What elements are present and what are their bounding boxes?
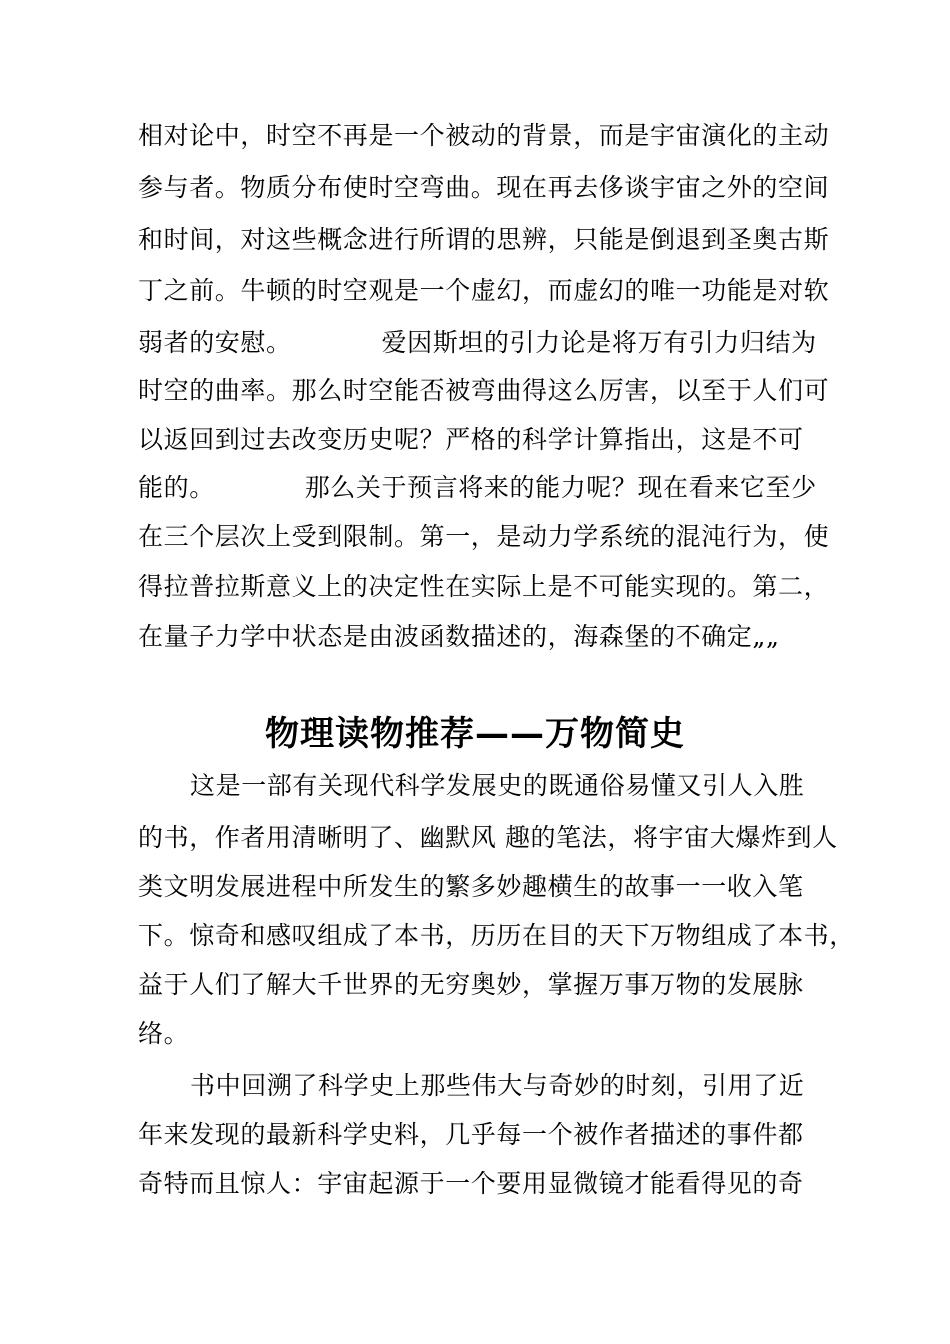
body-text-line: 相对论中，时空不再是一个被动的背景，而是宇宙演化的主动 <box>138 121 830 150</box>
body-text-line: 在三个层次上受到限制。第一，是动力学系统的混沌行为，使 <box>138 522 830 551</box>
body-text-line: 得拉普拉斯意义上的决定性在实际上是不可能实现的。第二， <box>138 572 830 601</box>
body-text-line: 下。惊奇和感叹组成了本书，历历在目的天下万物组成了本书， <box>138 921 855 950</box>
body-text-line: 和时间，对这些概念进行所谓的思辨，只能是倒退到圣奥古斯 <box>138 225 830 254</box>
body-text-line: 弱者的安慰。 爱因斯坦的引力论是将万有引力归结为 <box>138 328 817 357</box>
body-text-line: 能的。 那么关于预言将来的能力呢？现在看来它至少 <box>138 473 817 502</box>
section-title: 物理读物推荐——万物简史 <box>265 714 685 754</box>
body-text-line: 类文明发展进程中所发生的繁多妙趣横生的故事一一收入笔 <box>138 872 804 901</box>
body-text-line: 络。 <box>138 1019 190 1048</box>
body-text-line: 在量子力学中状态是由波函数描述的，海森堡的不确定„„ <box>138 622 780 651</box>
body-text-line: 益于人们了解大千世界的无穷奥妙，掌握万事万物的发展脉 <box>138 970 804 999</box>
body-text-line: 书中回溯了科学史上那些伟大与奇妙的时刻，引用了近 <box>190 1071 805 1100</box>
body-text-line: 时空的曲率。那么时空能否被弯曲得这么厉害，以至于人们可 <box>138 376 830 405</box>
body-text-line: 的书，作者用清晰明了、幽默风 趣的笔法，将宇宙大爆炸到人 <box>138 823 838 852</box>
body-text-line: 年来发现的最新科学史料，几乎每一个被作者描述的事件都 <box>138 1120 804 1149</box>
body-text-line: 这是一部有关现代科学发展史的既通俗易懂又引人入胜 <box>190 771 805 800</box>
body-text-line: 奇特而且惊人：宇宙起源于一个要用显微镜才能看得见的奇 <box>138 1169 804 1198</box>
body-text-line: 参与者。物质分布使时空弯曲。现在再去侈谈宇宙之外的空间 <box>138 173 830 202</box>
body-text-line: 以返回到过去改变历史呢？严格的科学计算指出，这是不可 <box>138 425 804 454</box>
body-text-line: 丁之前。牛顿的时空观是一个虚幻，而虚幻的唯一功能是对软 <box>138 276 830 305</box>
